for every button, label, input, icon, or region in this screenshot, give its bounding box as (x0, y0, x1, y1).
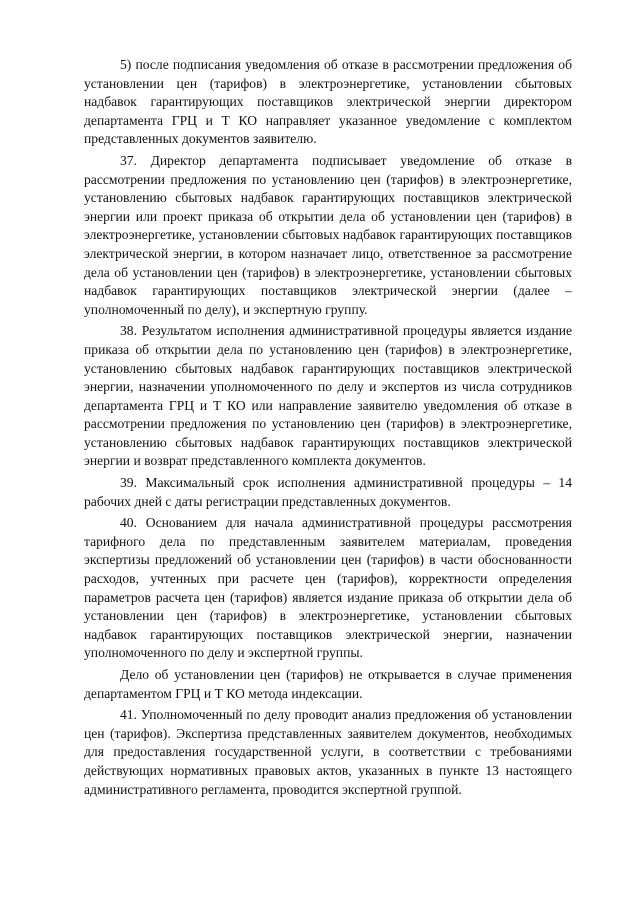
paragraph-39: 39. Максимальный срок исполнения административной процедуры – 14 рабочих дней с даты регистрации представленных документов. (84, 475, 572, 509)
paragraph-41: 41. Уполномоченный по делу проводит анализ предложения об установлении цен (тарифов). Экспертиза представленных заявителем документов, необходимых для предоставления государственной услуги, в соответствии с требованиями действующих нормативных правовых актов, указанных в пункте 13 настоящего административного регламента, проводится экспертной группой. (84, 707, 572, 797)
document-page (84, 56, 572, 802)
paragraph-37: 37. Директор департамента подписывает уведомление об отказе в рассмотрении предложения по установлению цен (тарифов) в электроэнергетике, установлению сбытовых надбавок гарантирующих поставщиков электрической энергии или проект приказа об открытии дела об установлении цен (тарифов) в электроэнергетике, установлении сбытовых надбавок гарантирующих поставщиков электрической энергии, в котором назначает лицо, ответственное за рассмотрение дела об установлении цен (тарифов) в электроэнергетике, установлении сбытовых надбавок гарантирующих поставщиков электрической энергии (далее – уполномоченный по делу), и экспертную группу. (84, 152, 572, 317)
paragraph-38: 38. Результатом исполнения административной процедуры является издание приказа об открытии дела по установлению цен (тарифов) в электроэнергетике, установлению сбытовых надбавок гарантирующих поставщиков электрической энергии, назначении уполномоченного по делу и экспертов из числа сотрудников департамента ГРЦ и Т КО или направление заявителю уведомления об отказе в рассмотрении предложения по установлению цен (тарифов) в электроэнергетике, установлению сбытовых надбавок гарантирующих поставщиков электрической энергии и возврат представленного комплекта документов. (84, 323, 572, 469)
paragraph-40-note: Дело об установлении цен (тарифов) не открывается в случае применения департаментом ГРЦ и Т КО метода индексации. (84, 667, 572, 701)
paragraph-item-5-conclusion: 5) после подписания уведомления об отказе в рассмотрении предложения об установлении цен (тарифов) в электроэнергетике, установлении сбытовых надбавок гарантирующих поставщиков электрической энергии директором департамента ГРЦ и Т КО направляет указанное уведомление с комплектом представленных документов заявителю. (84, 57, 572, 147)
paragraph-40: 40. Основанием для начала административной процедуры рассмотрения тарифного дела по представленным заявителем материалам, проведения экспертизы предложений об установлении цен (тарифов) в части обоснованности расходов, учтенных при расчете цен (тарифов), корректности определения параметров расчета цен (тарифов) является издание приказа об открытии дела об установлении цен (тарифов) в электроэнергетике, установлении сбытовых надбавок гарантирующих поставщиков электрической энергии, назначении уполномоченного по делу и экспертной группы. (84, 515, 572, 661)
